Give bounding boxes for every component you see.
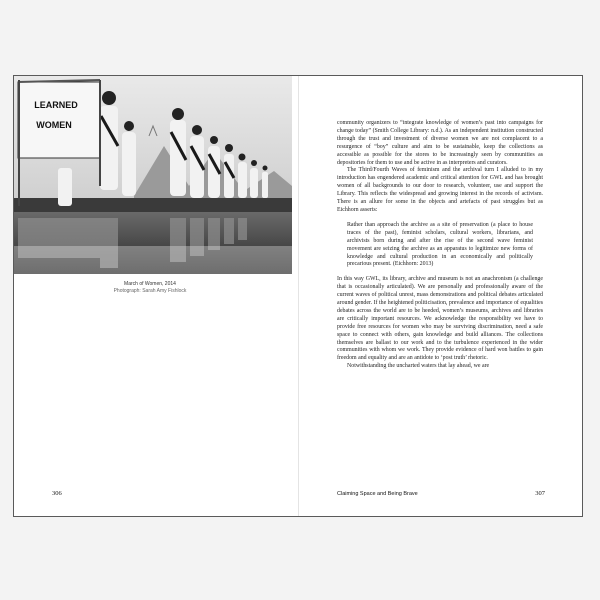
right-page (299, 76, 583, 516)
banner-text-line2: WOMEN (36, 120, 72, 130)
page-number-right: 307 (535, 490, 545, 497)
paragraph: Notwithstanding the uncharted waters that lay ahead, we are (347, 363, 490, 370)
book-spread (13, 75, 583, 517)
left-page (14, 76, 298, 516)
running-head: Claiming Space and Being Brave (337, 491, 418, 497)
caption-title: March of Women, 2014 (124, 281, 176, 287)
paragraph: community organizers to “integrate knowledge of women’s past into campaigns for change today” (Smith College Library: n.d.). As an independent institution constructed through the trust and investment of diverse women we are not complacent to a resurgence of “boy” culture and aim to be sustainable, keep the collections as accessible as possible for the stores to be increasingly seen by communities as depositories for them to use and be active in as interpreters and curators. (337, 120, 543, 166)
photo-caption (14, 281, 286, 295)
block-quote: Rather than approach the archive as a site of preservation (a place to house traces of the past), feminist scholars, cultural workers, librarians, and archivists born during and after the rise of the second wave feminist movement are seizing the archive as an apparatus to legitimize new forms of knowledge and cultural production in an economically and politically precarious present. (Eichhorn: 2013) (347, 221, 533, 268)
march-photograph (14, 76, 292, 274)
page-number-left: 306 (52, 490, 62, 497)
paragraph: In this way GWL, its library, archive and museum is not an anachronism (a challenge that is occasionally articulated). We are personally and professionally aware of the current waves of political unrest, mass demonstrations and political debates articulated around gender. If the heightened politicisation, prevalence and importance of equalities debates across the world are to be heeded, women’s museums, archives and libraries are critically important resources. We acknowledge the responsibility we have to provide free resources for women who may be surviving discrimination, need a safe space to connect with others, gain knowledge and build alliances. The collections themselves are ballast to our work and to the turbulence experienced in the wider communities with whom we work. They provide evidence of hard won battles to gain freedom and equality and are an antidote to ‘post truth’ rhetoric. (337, 276, 543, 362)
body-text (337, 120, 543, 371)
photo-illustration (14, 76, 292, 274)
paragraph: The Third/Fourth Waves of feminism and the archival turn I alluded to in my introduction has engendered academic and critical attention for GWL and has brought women of all backgrounds to our door to research, volunteer, use and support the Library. This reflects the widespread and growing interest in the records of activism. There is an allure for some in the objects and artefacts of past struggles but as Eichhorn asserts: (337, 167, 543, 213)
photo-credit: Photograph: Sarah Amy Fishlock (113, 288, 187, 294)
banner-text-line1: LEARNED (34, 100, 78, 110)
